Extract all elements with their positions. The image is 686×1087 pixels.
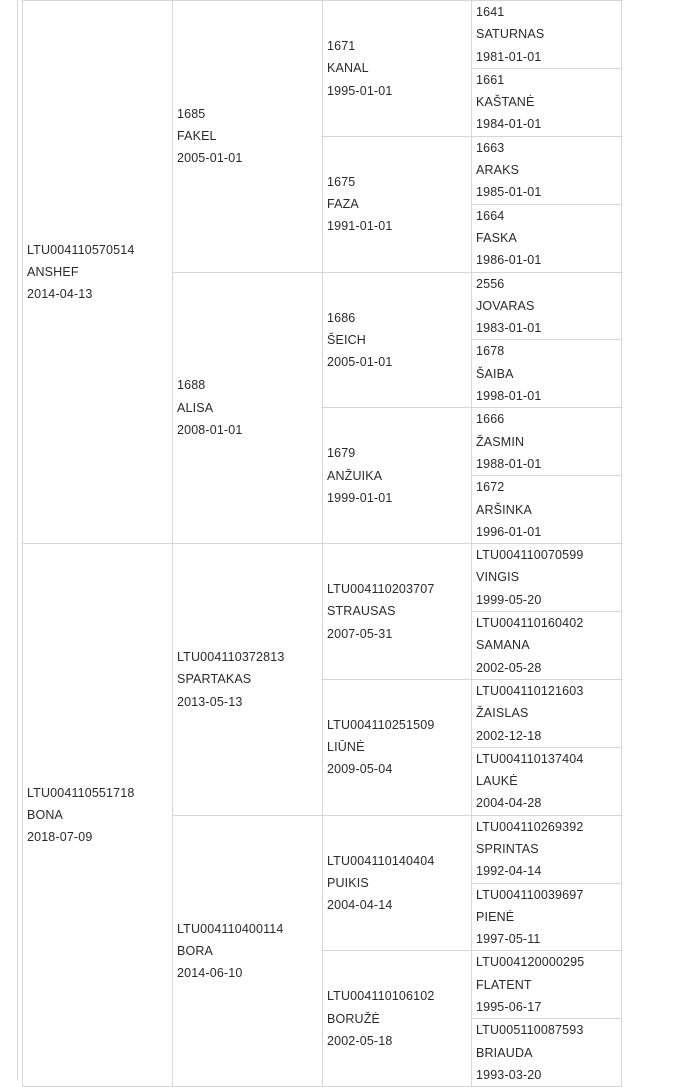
pedigree-cell-grandparent	[173, 272, 323, 544]
animal-birth-date: 2009-05-04	[327, 762, 393, 777]
animal-name: PIENĖ	[476, 909, 515, 924]
animal-birth-date: 1999-05-20	[476, 592, 542, 607]
pedigree-table	[22, 0, 622, 1087]
animal-name: SAMANA	[476, 638, 530, 653]
page-left-border	[17, 0, 18, 1080]
animal-id: LTU004110400114	[177, 921, 284, 936]
animal-id: 1688	[177, 378, 206, 393]
pedigree-cell-great-great-grandparent	[472, 1, 622, 69]
animal-id: LTU004110121603	[476, 683, 584, 698]
animal-id: 2556	[476, 276, 505, 291]
animal-id: 1686	[327, 310, 356, 325]
animal-birth-date: 1981-01-01	[476, 49, 542, 64]
animal-name: VINGIS	[476, 570, 520, 585]
animal-id: LTU004110551718	[27, 785, 135, 800]
pedigree-row	[23, 544, 622, 612]
animal-birth-date: 2007-05-31	[327, 626, 393, 641]
animal-id: LTU005110087593	[476, 1023, 584, 1038]
animal-entry[interactable]	[327, 850, 471, 917]
animal-name: ALISA	[177, 400, 214, 415]
animal-entry[interactable]	[476, 748, 621, 815]
animal-name: KAŠTANĖ	[476, 95, 535, 110]
animal-birth-date: 2013-05-13	[177, 694, 243, 709]
animal-id: LTU004110269392	[476, 819, 584, 834]
animal-id: LTU004110203707	[327, 582, 435, 597]
pedigree-cell-great-great-grandparent	[472, 679, 622, 747]
animal-entry[interactable]	[476, 884, 621, 951]
pedigree-cell-great-great-grandparent	[472, 272, 622, 340]
animal-name: ŠEICH	[327, 332, 366, 347]
animal-id: 1666	[476, 412, 505, 427]
animal-birth-date: 1995-06-17	[476, 1000, 542, 1015]
animal-name: SATURNAS	[476, 27, 545, 42]
animal-name: JOVARAS	[476, 298, 535, 313]
animal-id: 1672	[476, 480, 505, 495]
animal-birth-date: 1998-01-01	[476, 389, 542, 404]
animal-birth-date: 1991-01-01	[327, 219, 393, 234]
animal-birth-date: 1988-01-01	[476, 456, 542, 471]
animal-id: LTU004110372813	[177, 649, 285, 664]
animal-id: 1679	[327, 446, 356, 461]
animal-name: LAUKĖ	[476, 774, 518, 789]
animal-entry[interactable]	[177, 646, 322, 713]
animal-name: BONA	[27, 808, 64, 823]
animal-entry[interactable]	[327, 307, 471, 374]
animal-name: FLATENT	[476, 977, 532, 992]
pedigree-cell-great-great-grandparent	[472, 136, 622, 204]
animal-birth-date: 1999-01-01	[327, 490, 393, 505]
animal-name: ANŽUIKA	[327, 468, 383, 483]
pedigree-cell-great-grandparent	[323, 951, 472, 1087]
pedigree-cell-great-great-grandparent	[472, 883, 622, 951]
animal-entry[interactable]	[177, 918, 322, 985]
pedigree-cell-great-grandparent	[323, 815, 472, 951]
animal-id: LTU004110039697	[476, 887, 584, 902]
animal-id: LTU004110251509	[327, 717, 435, 732]
pedigree-cell-great-grandparent	[323, 136, 472, 272]
animal-name: BORUŽĖ	[327, 1011, 380, 1026]
animal-entry[interactable]	[476, 816, 621, 883]
animal-birth-date: 2004-04-14	[327, 898, 393, 913]
animal-entry[interactable]	[476, 408, 621, 475]
pedigree-cell-grandparent	[173, 1, 323, 273]
animal-birth-date: 1986-01-01	[476, 253, 542, 268]
animal-entry[interactable]	[327, 985, 471, 1052]
animal-entry[interactable]	[27, 239, 172, 306]
animal-name: ARAKS	[476, 163, 520, 178]
animal-name: FAZA	[327, 197, 359, 212]
pedigree-cell-great-great-grandparent	[472, 204, 622, 272]
animal-entry[interactable]	[476, 340, 621, 407]
pedigree-cell-grandparent	[173, 544, 323, 816]
animal-birth-date: 2014-04-13	[27, 287, 93, 302]
animal-entry[interactable]	[476, 69, 621, 136]
animal-entry[interactable]	[476, 205, 621, 272]
pedigree-cell-great-great-grandparent	[472, 476, 622, 544]
animal-birth-date: 2004-04-28	[476, 796, 542, 811]
animal-birth-date: 2008-01-01	[177, 422, 243, 437]
animal-name: BORA	[177, 943, 214, 958]
animal-birth-date: 1995-01-01	[327, 83, 393, 98]
pedigree-cell-great-great-grandparent	[472, 747, 622, 815]
animal-birth-date: 2005-01-01	[177, 151, 243, 166]
animal-name: BRIAUDA	[476, 1045, 533, 1060]
animal-birth-date: 1997-05-11	[476, 932, 541, 947]
animal-entry[interactable]	[476, 1019, 621, 1086]
pedigree-row	[23, 1, 622, 69]
animal-id: 1663	[476, 140, 505, 155]
pedigree-cell-great-grandparent	[323, 1, 472, 137]
animal-id: 1675	[327, 174, 356, 189]
animal-name: PUIKIS	[327, 875, 369, 890]
animal-birth-date: 1993-03-20	[476, 1067, 542, 1082]
animal-name: LIŪNĖ	[327, 740, 365, 755]
pedigree-cell-great-great-grandparent	[472, 340, 622, 408]
animal-entry[interactable]	[476, 476, 621, 543]
animal-id: 1685	[177, 106, 206, 121]
animal-name: SPRINTAS	[476, 841, 539, 856]
animal-entry[interactable]	[327, 442, 471, 509]
animal-id: LTU004110160402	[476, 616, 584, 631]
animal-name: KANAL	[327, 61, 369, 76]
animal-name: ŽAISLAS	[476, 706, 529, 721]
animal-birth-date: 2014-06-10	[177, 966, 243, 981]
animal-entry[interactable]	[327, 578, 471, 645]
animal-entry[interactable]	[476, 544, 621, 611]
animal-id: LTU004120000295	[476, 955, 585, 970]
animal-id: LTU004110106102	[327, 989, 435, 1004]
pedigree-cell-parent-dam	[23, 544, 173, 1087]
animal-name: FAKEL	[177, 129, 217, 144]
animal-entry[interactable]	[476, 273, 621, 340]
animal-entry[interactable]	[476, 612, 621, 679]
animal-entry[interactable]	[177, 374, 322, 441]
pedigree-cell-great-great-grandparent	[472, 815, 622, 883]
pedigree-cell-great-great-grandparent	[472, 68, 622, 136]
pedigree-cell-great-great-grandparent	[472, 408, 622, 476]
animal-birth-date: 2002-05-28	[476, 660, 542, 675]
pedigree-cell-great-grandparent	[323, 544, 472, 680]
animal-name: ŽASMIN	[476, 434, 525, 449]
animal-entry[interactable]	[327, 171, 471, 238]
animal-name: FASKA	[476, 230, 518, 245]
animal-entry[interactable]	[476, 680, 621, 747]
animal-name: SPARTAKAS	[177, 672, 252, 687]
animal-entry[interactable]	[27, 782, 172, 849]
animal-birth-date: 2018-07-09	[27, 830, 93, 845]
animal-birth-date: 1996-01-01	[476, 524, 542, 539]
pedigree-cell-great-great-grandparent	[472, 1019, 622, 1087]
animal-id: 1664	[476, 208, 505, 223]
pedigree-cell-parent-sire	[23, 1, 173, 544]
animal-birth-date: 1985-01-01	[476, 185, 542, 200]
animal-entry[interactable]	[476, 137, 621, 204]
pedigree-cell-great-grandparent	[323, 679, 472, 815]
animal-id: LTU004110570514	[27, 242, 135, 257]
animal-name: ARŠINKA	[476, 502, 532, 517]
animal-birth-date: 1983-01-01	[476, 321, 542, 336]
pedigree-cell-great-great-grandparent	[472, 612, 622, 680]
pedigree-cell-great-great-grandparent	[472, 544, 622, 612]
animal-entry[interactable]	[476, 1, 621, 68]
pedigree-cell-grandparent	[173, 815, 323, 1087]
pedigree-cell-great-grandparent	[323, 408, 472, 544]
pedigree-cell-great-grandparent	[323, 272, 472, 408]
animal-entry[interactable]	[327, 714, 471, 781]
animal-id: LTU004110070599	[476, 548, 584, 563]
animal-entry[interactable]	[327, 35, 471, 102]
animal-name: ANSHEF	[27, 264, 79, 279]
animal-name: ŠAIBA	[476, 366, 514, 381]
animal-birth-date: 2002-12-18	[476, 728, 542, 743]
animal-id: 1671	[327, 38, 356, 53]
animal-birth-date: 1992-04-14	[476, 864, 542, 879]
animal-entry[interactable]	[177, 103, 322, 170]
pedigree-cell-great-great-grandparent	[472, 951, 622, 1019]
animal-id: LTU004110140404	[327, 853, 435, 868]
animal-id: 1661	[476, 72, 505, 87]
animal-name: STRAUSAS	[327, 604, 396, 619]
animal-entry[interactable]	[476, 951, 621, 1018]
animal-birth-date: 1984-01-01	[476, 117, 542, 132]
animal-id: LTU004110137404	[476, 751, 584, 766]
animal-birth-date: 2002-05-18	[327, 1034, 393, 1048]
animal-id: 1678	[476, 344, 505, 359]
animal-id: 1641	[476, 5, 505, 19]
animal-birth-date: 2005-01-01	[327, 355, 393, 370]
